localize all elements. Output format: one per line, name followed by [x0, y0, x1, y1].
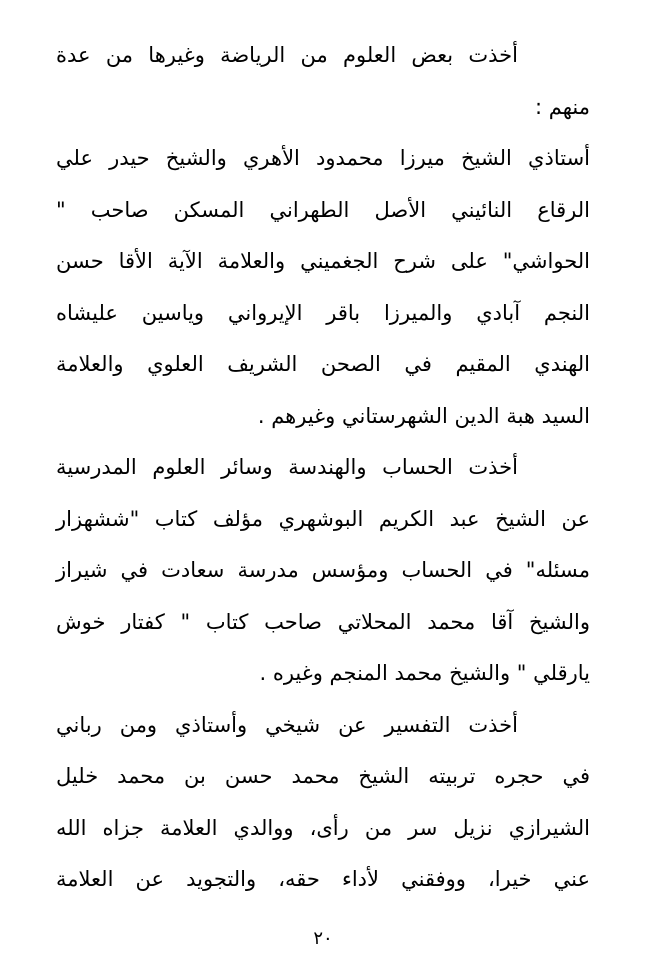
text-line-16: الشيرازي نزيل سر من رأى، ووالدي العلامة جزاه الله	[56, 815, 590, 840]
text-line-5: الحواشي" على شرح الجغميني والعلامة الآية الأقا حسن	[56, 249, 590, 273]
page-number: ٢٠	[313, 928, 333, 949]
text-line-8: السيد هبة الدين الشهرستاني وغيرهم .	[257, 403, 590, 428]
text-line-3: أستاذي الشيخ ميرزا محمدود الأهري والشيخ حيدر علي	[56, 146, 590, 170]
text-line-11: مسئله" في الحساب ومؤسس مدرسة سعادت في شيراز	[56, 558, 590, 582]
text-line-17: عني خيرا، ووفقني لأداء حقه، والتجويد عن العلامة	[56, 867, 590, 891]
text-line-2: منهم :	[535, 94, 590, 119]
text-line-13: يارقلي " والشيخ محمد المنجم وغيره .	[259, 661, 590, 685]
text-line-14: أخذت التفسير عن شيخي وأستاذي ومن رباني	[56, 712, 518, 737]
text-line-10: عن الشيخ عبد الكريم البوشهري مؤلف كتاب "ششهزار	[56, 506, 590, 531]
text-line-9: أخذت الحساب والهندسة وسائر العلوم المدرسية	[56, 455, 518, 479]
text-line-1: أخذت بعض العلوم من الرياضة وغيرها من عدة	[56, 43, 518, 67]
text-line-6: النجم آبادي والميرزا باقر الإيرواني وياسين عليشاه	[56, 300, 590, 325]
text-line-4: الرقاع النائيني الأصل الطهراني المسكن صاحب "	[56, 197, 590, 222]
text-line-12: والشيخ آقا محمد المحلاتي صاحب كتاب " كفتار خوش	[56, 609, 590, 634]
text-line-7: الهندي المقيم في الصحن الشريف العلوي والعلامة	[56, 352, 590, 376]
text-line-15: في حجره تربيته الشيخ محمد حسن بن محمد خليل	[56, 764, 590, 788]
body-text	[56, 30, 590, 906]
